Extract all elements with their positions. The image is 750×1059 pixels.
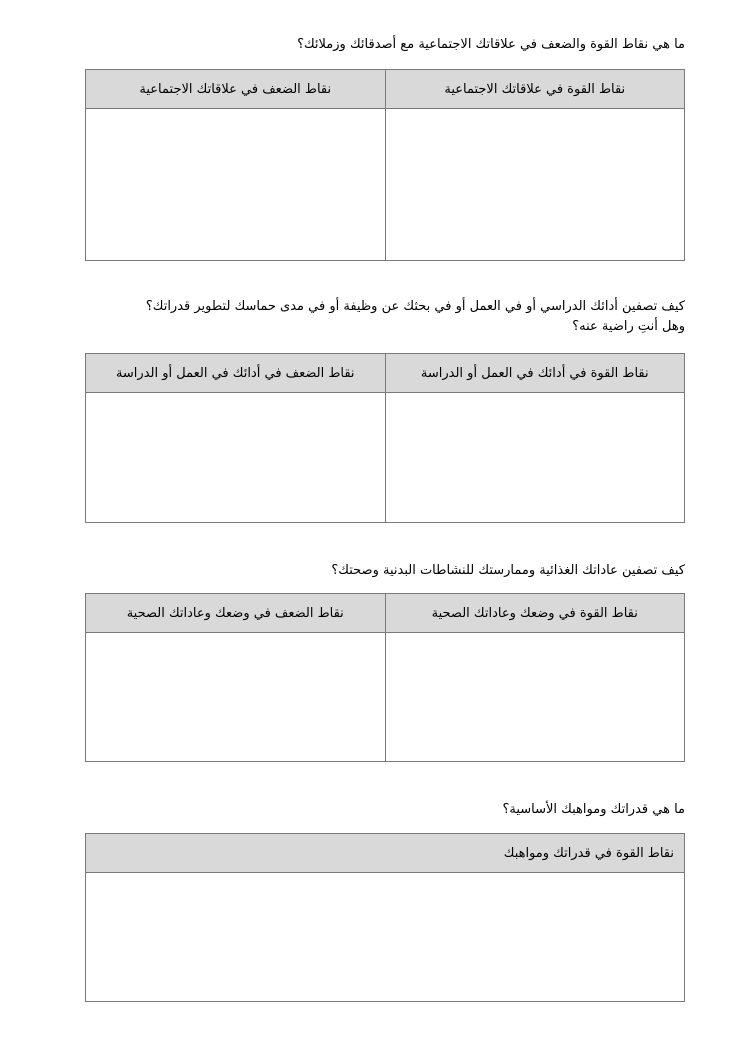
- cell-performance-weaknesses[interactable]: [86, 393, 386, 523]
- social-relations-table: [85, 69, 685, 261]
- question-social-relations: ما هي نقاط القوة والضعف في علاقاتك الاجتماعية مع أصدقائك وزملائك؟: [297, 37, 685, 52]
- cell-health-strengths[interactable]: [385, 633, 685, 762]
- header-social-weaknesses: نقاط الضعف في علاقاتك الاجتماعية: [86, 70, 386, 109]
- question-performance-line2: وهل أنتِ راضية عنه؟: [572, 319, 685, 334]
- header-performance-weaknesses: نقاط الضعف في أدائك في العمل أو الدراسة: [86, 354, 386, 393]
- cell-social-strengths[interactable]: [385, 109, 685, 261]
- question-performance-line1: كيف تصفين أدائك الدراسي أو في العمل أو في بحثك عن وظيفة أو في مدى حماسك لتطوير قدراتك؟: [145, 299, 685, 314]
- cell-health-weaknesses[interactable]: [86, 633, 386, 762]
- header-social-strengths: نقاط القوة في علاقاتك الاجتماعية: [385, 70, 685, 109]
- performance-table: [85, 353, 685, 523]
- question-abilities-talents: ما هي قدراتك ومواهبك الأساسية؟: [502, 802, 685, 817]
- header-health-strengths: نقاط القوة في وضعك وعاداتك الصحية: [385, 594, 685, 633]
- header-health-weaknesses: نقاط الضعف في وضعك وعاداتك الصحية: [86, 594, 386, 633]
- cell-performance-strengths[interactable]: [385, 393, 685, 523]
- cell-social-weaknesses[interactable]: [86, 109, 386, 261]
- header-abilities-strengths: نقاط القوة في قدراتك ومواهبك: [86, 834, 685, 873]
- header-performance-strengths: نقاط القوة في أدائك في العمل أو الدراسة: [385, 354, 685, 393]
- question-health-habits: كيف تصفين عاداتك الغذائية وممارستك للنشاطات البدنية وصحتك؟: [331, 563, 685, 578]
- question-performance: [65, 297, 685, 337]
- health-habits-table: [85, 593, 685, 762]
- cell-abilities-strengths[interactable]: [86, 873, 685, 1002]
- abilities-talents-table: [85, 833, 685, 1002]
